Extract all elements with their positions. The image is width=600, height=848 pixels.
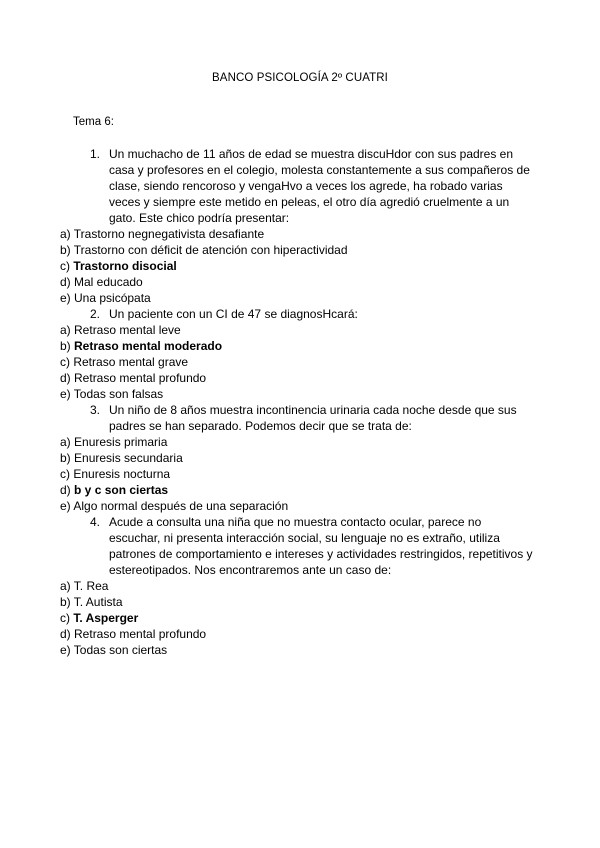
option-text: Retraso mental grave bbox=[73, 355, 189, 369]
answer-option bbox=[60, 450, 533, 466]
question-number: 1. bbox=[90, 147, 101, 161]
answer-option bbox=[60, 626, 533, 642]
option-letter: c) bbox=[60, 611, 70, 625]
option-text: Todas son falsas bbox=[73, 387, 164, 401]
answer-option bbox=[60, 338, 533, 354]
answer-option bbox=[60, 642, 533, 658]
answer-option bbox=[60, 354, 533, 370]
option-text: Retraso mental profundo bbox=[74, 371, 207, 385]
answer-option bbox=[60, 242, 533, 258]
option-text: Trastorno con déficit de atención con hiperactividad bbox=[73, 243, 348, 257]
question-list bbox=[60, 146, 533, 658]
option-text-correct: T. Asperger bbox=[73, 611, 139, 625]
option-letter: e) bbox=[60, 499, 71, 513]
option-letter: c) bbox=[60, 355, 70, 369]
answer-option bbox=[60, 226, 533, 242]
option-letter: e) bbox=[60, 643, 71, 657]
option-text-correct: Trastorno disocial bbox=[73, 259, 177, 273]
document-title: BANCO PSICOLOGÍA 2º CUATRI bbox=[212, 72, 388, 84]
question-text: Acude a consulta una niña que no muestra contacto ocular, parece no escuchar, ni presenta interacción social, su lenguaje no es extraño, utiliza patrones de comportamiento e intereses y actividades restringidos, repetitivos y estereotipados. Nos encontraremos ante un caso de: bbox=[109, 515, 533, 577]
question-number: 2. bbox=[90, 307, 101, 321]
section-label: Tema 6: bbox=[73, 116, 114, 128]
option-text: Enuresis secundaria bbox=[74, 451, 183, 465]
question-number: 3. bbox=[90, 403, 101, 417]
option-letter: b) bbox=[60, 595, 71, 609]
question-text: Un muchacho de 11 años de edad se muestra discuHdor con sus padres en casa y profesores en el colegio, molesta constantemente a sus compañeros de clase, siendo rencoroso y vengaHvo a veces los agrede, ha robado varias veces y siempre este metido en peleas, el otro día agredió cruelmente a un gato. Este chico podría presentar: bbox=[109, 147, 530, 225]
question-number: 4. bbox=[90, 515, 101, 529]
option-text: Retraso mental leve bbox=[74, 323, 181, 337]
option-text: Enuresis primaria bbox=[74, 435, 168, 449]
option-text-correct: b y c son ciertas bbox=[74, 483, 169, 497]
option-text: Una psicópata bbox=[74, 291, 151, 305]
option-letter: b) bbox=[60, 339, 71, 353]
answer-option bbox=[60, 370, 533, 386]
option-text: Todas son ciertas bbox=[73, 643, 168, 657]
option-letter: b) bbox=[60, 243, 71, 257]
question-2 bbox=[90, 306, 533, 322]
answer-option bbox=[60, 498, 533, 514]
option-letter: a) bbox=[60, 323, 71, 337]
answer-option bbox=[60, 594, 533, 610]
answer-option bbox=[60, 482, 533, 498]
option-letter: c) bbox=[60, 259, 70, 273]
option-letter: d) bbox=[60, 483, 71, 497]
option-text: Algo normal después de una separación bbox=[73, 499, 289, 513]
answer-option bbox=[60, 274, 533, 290]
option-letter: e) bbox=[60, 387, 71, 401]
option-text: Enuresis nocturna bbox=[73, 467, 171, 481]
option-text: Mal educado bbox=[74, 275, 143, 289]
question-3 bbox=[90, 402, 533, 434]
answer-option bbox=[60, 578, 533, 594]
option-text: T. Autista bbox=[73, 595, 123, 609]
option-letter: d) bbox=[60, 275, 71, 289]
answer-option bbox=[60, 610, 533, 626]
option-letter: d) bbox=[60, 371, 71, 385]
option-text: T. Rea bbox=[73, 579, 109, 593]
answer-option bbox=[60, 386, 533, 402]
option-text: Trastorno negnegativista desafiante bbox=[73, 227, 265, 241]
answer-option bbox=[60, 258, 533, 274]
answer-option bbox=[60, 466, 533, 482]
answer-option bbox=[60, 322, 533, 338]
option-text-correct: Retraso mental moderado bbox=[74, 339, 223, 353]
option-letter: a) bbox=[60, 435, 71, 449]
option-letter: c) bbox=[60, 467, 70, 481]
option-text: Retraso mental profundo bbox=[74, 627, 207, 641]
answer-option bbox=[60, 290, 533, 306]
option-letter: b) bbox=[60, 451, 71, 465]
option-letter: a) bbox=[60, 579, 71, 593]
question-1 bbox=[90, 146, 533, 226]
option-letter: e) bbox=[60, 291, 71, 305]
question-text: Un paciente con un CI de 47 se diagnosHcará: bbox=[109, 307, 358, 321]
answer-option bbox=[60, 434, 533, 450]
option-letter: a) bbox=[60, 227, 71, 241]
question-4 bbox=[90, 514, 533, 578]
option-letter: d) bbox=[60, 627, 71, 641]
question-text: Un niño de 8 años muestra incontinencia urinaria cada noche desde que sus padres se han separado. Podemos decir que se trata de: bbox=[109, 403, 517, 433]
